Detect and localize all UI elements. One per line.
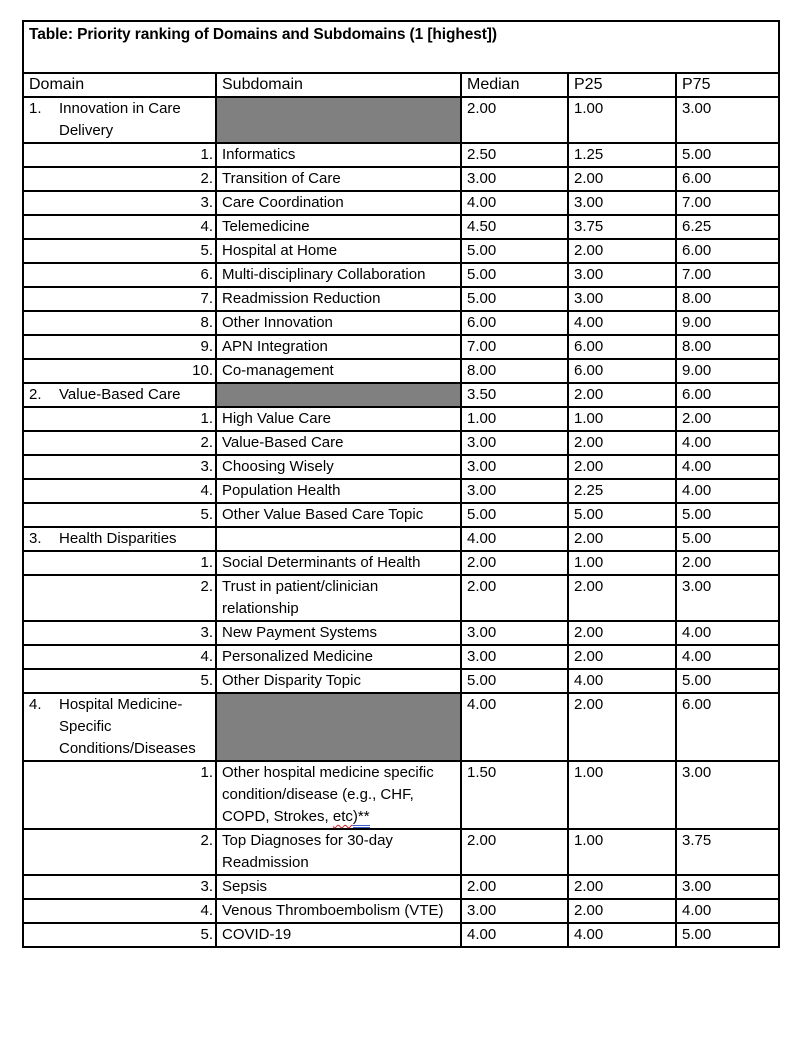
- p75-value: 7.00: [676, 263, 779, 287]
- subdomain-name: Top Diagnoses for 30-day Readmission: [216, 829, 461, 875]
- median-value: 3.00: [461, 899, 568, 923]
- subdomain-number: 5.: [23, 669, 216, 693]
- subdomain-name: APN Integration: [216, 335, 461, 359]
- median-value: 2.00: [461, 829, 568, 875]
- median-value: 4.00: [461, 527, 568, 551]
- p75-value: 4.00: [676, 479, 779, 503]
- domain-number: 2.: [29, 386, 42, 403]
- median-value: 5.00: [461, 239, 568, 263]
- median-value: 5.00: [461, 503, 568, 527]
- subdomain-number: 2.: [23, 575, 216, 621]
- domain-name: Health Disparities: [59, 530, 177, 547]
- p75-value: 4.00: [676, 621, 779, 645]
- spelling-flagged-word[interactable]: etc: [332, 808, 353, 825]
- subdomain-row: [23, 575, 779, 621]
- subdomain-row: [23, 645, 779, 669]
- subdomain-name: Choosing Wisely: [216, 455, 461, 479]
- subdomain-number: 2.: [23, 167, 216, 191]
- domain-row: [23, 693, 779, 761]
- median-value: 4.00: [461, 923, 568, 947]
- p25-value: 2.00: [568, 875, 676, 899]
- p25-value: 1.00: [568, 551, 676, 575]
- subdomain-number: 5.: [23, 503, 216, 527]
- subdomain-name-text: Other hospital medicine specific condition/disease (e.g., CHF, COPD, Strokes,: [222, 764, 434, 825]
- p75-value: 2.00: [676, 551, 779, 575]
- subdomain-number: 4.: [23, 215, 216, 239]
- median-value: 6.00: [461, 311, 568, 335]
- p75-value: 4.00: [676, 645, 779, 669]
- p25-value: 2.00: [568, 167, 676, 191]
- subdomain-name: High Value Care: [216, 407, 461, 431]
- median-value: 4.00: [461, 191, 568, 215]
- table-title: Table: Priority ranking of Domains and Subdomains (1 [highest]): [23, 21, 779, 73]
- subdomain-name: Informatics: [216, 143, 461, 167]
- p75-value: 5.00: [676, 669, 779, 693]
- p25-value: 3.00: [568, 263, 676, 287]
- subdomain-row: [23, 311, 779, 335]
- subdomain-number: 4.: [23, 899, 216, 923]
- subdomain-name: Other Disparity Topic: [216, 669, 461, 693]
- domain-cell: [23, 693, 216, 761]
- p25-value: 1.00: [568, 407, 676, 431]
- subdomain-name: Venous Thromboembolism (VTE): [216, 899, 461, 923]
- subdomain-name: Readmission Reduction: [216, 287, 461, 311]
- subdomain-cell-empty: [216, 693, 461, 761]
- subdomain-name: Hospital at Home: [216, 239, 461, 263]
- median-value: 1.50: [461, 761, 568, 829]
- p25-value: 1.00: [568, 97, 676, 143]
- p25-value: 2.25: [568, 479, 676, 503]
- domain-cell: [23, 97, 216, 143]
- subdomain-number: 1.: [23, 551, 216, 575]
- p75-value: 5.00: [676, 503, 779, 527]
- p75-value: 6.00: [676, 167, 779, 191]
- subdomain-row: [23, 215, 779, 239]
- median-value: 2.50: [461, 143, 568, 167]
- p25-value: 6.00: [568, 359, 676, 383]
- domain-label: [29, 528, 209, 550]
- subdomain-name: Sepsis: [216, 875, 461, 899]
- subdomain-row: [23, 899, 779, 923]
- priority-ranking-table: [22, 20, 780, 948]
- subdomain-row: [23, 669, 779, 693]
- domain-row: [23, 97, 779, 143]
- p25-value: 2.00: [568, 621, 676, 645]
- subdomain-name: Multi-disciplinary Collaboration: [216, 263, 461, 287]
- subdomain-row: [23, 287, 779, 311]
- domain-number: 1.: [29, 100, 42, 117]
- p75-value: 9.00: [676, 359, 779, 383]
- p25-value: 1.25: [568, 143, 676, 167]
- p25-value: 5.00: [568, 503, 676, 527]
- table-header-row: [23, 73, 779, 97]
- subdomain-cell-empty: [216, 527, 461, 551]
- subdomain-row: [23, 829, 779, 875]
- subdomain-cell-empty: [216, 383, 461, 407]
- subdomain-number: 7.: [23, 287, 216, 311]
- p25-value: 3.75: [568, 215, 676, 239]
- median-value: 2.00: [461, 551, 568, 575]
- document-page: [22, 20, 778, 948]
- subdomain-number: 5.: [23, 923, 216, 947]
- subdomain-name: Care Coordination: [216, 191, 461, 215]
- p75-value: 2.00: [676, 407, 779, 431]
- p25-value: 3.00: [568, 287, 676, 311]
- subdomain-number: 1.: [23, 407, 216, 431]
- subdomain-row: [23, 551, 779, 575]
- median-value: 3.00: [461, 621, 568, 645]
- median-value: 5.00: [461, 263, 568, 287]
- domain-label: [29, 694, 209, 760]
- p25-value: 2.00: [568, 527, 676, 551]
- domain-name: Innovation in Care Delivery: [59, 100, 181, 139]
- subdomain-name: [216, 761, 461, 829]
- p75-value: 5.00: [676, 923, 779, 947]
- p75-value: 3.00: [676, 761, 779, 829]
- p25-value: 3.00: [568, 191, 676, 215]
- domain-cell: [23, 383, 216, 407]
- p75-value: 3.75: [676, 829, 779, 875]
- p75-value: 5.00: [676, 527, 779, 551]
- p75-value: 4.00: [676, 899, 779, 923]
- domain-name: Value-Based Care: [59, 386, 181, 403]
- subdomain-row: [23, 335, 779, 359]
- subdomain-cell-empty: [216, 97, 461, 143]
- subdomain-number: 3.: [23, 455, 216, 479]
- median-value: 2.00: [461, 575, 568, 621]
- subdomain-name: Personalized Medicine: [216, 645, 461, 669]
- grammar-flagged-text[interactable]: )**: [353, 808, 370, 828]
- subdomain-name: Co-management: [216, 359, 461, 383]
- p75-value: 3.00: [676, 875, 779, 899]
- p75-value: 5.00: [676, 143, 779, 167]
- domain-row: [23, 527, 779, 551]
- subdomain-number: 5.: [23, 239, 216, 263]
- p25-value: 2.00: [568, 431, 676, 455]
- subdomain-row: [23, 503, 779, 527]
- subdomain-row: [23, 407, 779, 431]
- subdomain-number: 8.: [23, 311, 216, 335]
- p75-value: 3.00: [676, 575, 779, 621]
- p25-value: 2.00: [568, 383, 676, 407]
- p25-value: 4.00: [568, 669, 676, 693]
- median-value: 3.00: [461, 431, 568, 455]
- subdomain-row: [23, 239, 779, 263]
- median-value: 3.00: [461, 167, 568, 191]
- subdomain-number: 4.: [23, 479, 216, 503]
- subdomain-number: 1.: [23, 761, 216, 829]
- domain-cell: [23, 527, 216, 551]
- median-value: 3.00: [461, 455, 568, 479]
- subdomain-row: [23, 621, 779, 645]
- median-value: 3.00: [461, 645, 568, 669]
- table-title-row: [23, 21, 779, 73]
- subdomain-row: [23, 875, 779, 899]
- p25-value: 1.00: [568, 829, 676, 875]
- median-value: 2.00: [461, 97, 568, 143]
- subdomain-name: Social Determinants of Health: [216, 551, 461, 575]
- domain-label: [29, 98, 209, 142]
- p75-value: 8.00: [676, 287, 779, 311]
- subdomain-name: Telemedicine: [216, 215, 461, 239]
- subdomain-name: Transition of Care: [216, 167, 461, 191]
- p25-value: 4.00: [568, 311, 676, 335]
- p25-value: 1.00: [568, 761, 676, 829]
- median-value: 5.00: [461, 287, 568, 311]
- domain-label: [29, 384, 209, 406]
- subdomain-row: [23, 359, 779, 383]
- subdomain-name: Other Value Based Care Topic: [216, 503, 461, 527]
- median-value: 5.00: [461, 669, 568, 693]
- domain-row: [23, 383, 779, 407]
- subdomain-name: Other Innovation: [216, 311, 461, 335]
- p75-value: 6.00: [676, 239, 779, 263]
- p75-value: 4.00: [676, 455, 779, 479]
- subdomain-number: 9.: [23, 335, 216, 359]
- median-value: 1.00: [461, 407, 568, 431]
- domain-number: 4.: [29, 696, 42, 713]
- median-value: 7.00: [461, 335, 568, 359]
- subdomain-number: 10.: [23, 359, 216, 383]
- subdomain-number: 2.: [23, 431, 216, 455]
- subdomain-number: 3.: [23, 191, 216, 215]
- p25-value: 2.00: [568, 645, 676, 669]
- domain-name: Hospital Medicine-Specific Conditions/Diseases: [59, 696, 196, 757]
- median-value: 3.00: [461, 479, 568, 503]
- p75-value: 6.25: [676, 215, 779, 239]
- subdomain-row: [23, 143, 779, 167]
- median-value: 8.00: [461, 359, 568, 383]
- subdomain-row: [23, 431, 779, 455]
- median-value: 4.00: [461, 693, 568, 761]
- header-median: Median: [461, 73, 568, 97]
- p25-value: 2.00: [568, 455, 676, 479]
- subdomain-number: 2.: [23, 829, 216, 875]
- header-domain: Domain: [23, 73, 216, 97]
- domain-number: 3.: [29, 530, 42, 547]
- p75-value: 7.00: [676, 191, 779, 215]
- subdomain-row: [23, 923, 779, 947]
- subdomain-row: [23, 263, 779, 287]
- p75-value: 8.00: [676, 335, 779, 359]
- subdomain-number: 3.: [23, 875, 216, 899]
- p25-value: 2.00: [568, 575, 676, 621]
- subdomain-name: Population Health: [216, 479, 461, 503]
- median-value: 2.00: [461, 875, 568, 899]
- subdomain-row: [23, 167, 779, 191]
- header-subdomain: Subdomain: [216, 73, 461, 97]
- subdomain-number: 4.: [23, 645, 216, 669]
- p75-value: 9.00: [676, 311, 779, 335]
- subdomain-row: [23, 479, 779, 503]
- subdomain-number: 3.: [23, 621, 216, 645]
- p25-value: 2.00: [568, 239, 676, 263]
- p25-value: 2.00: [568, 693, 676, 761]
- subdomain-name: Trust in patient/clinician relationship: [216, 575, 461, 621]
- subdomain-row: [23, 191, 779, 215]
- p25-value: 4.00: [568, 923, 676, 947]
- header-p75: P75: [676, 73, 779, 97]
- p75-value: 3.00: [676, 97, 779, 143]
- subdomain-name: New Payment Systems: [216, 621, 461, 645]
- p25-value: 6.00: [568, 335, 676, 359]
- median-value: 4.50: [461, 215, 568, 239]
- p75-value: 6.00: [676, 693, 779, 761]
- subdomain-number: 6.: [23, 263, 216, 287]
- p75-value: 6.00: [676, 383, 779, 407]
- median-value: 3.50: [461, 383, 568, 407]
- p25-value: 2.00: [568, 899, 676, 923]
- p75-value: 4.00: [676, 431, 779, 455]
- subdomain-row: [23, 455, 779, 479]
- subdomain-number: 1.: [23, 143, 216, 167]
- subdomain-name: Value-Based Care: [216, 431, 461, 455]
- header-p25: P25: [568, 73, 676, 97]
- subdomain-row: [23, 761, 779, 829]
- subdomain-name: COVID-19: [216, 923, 461, 947]
